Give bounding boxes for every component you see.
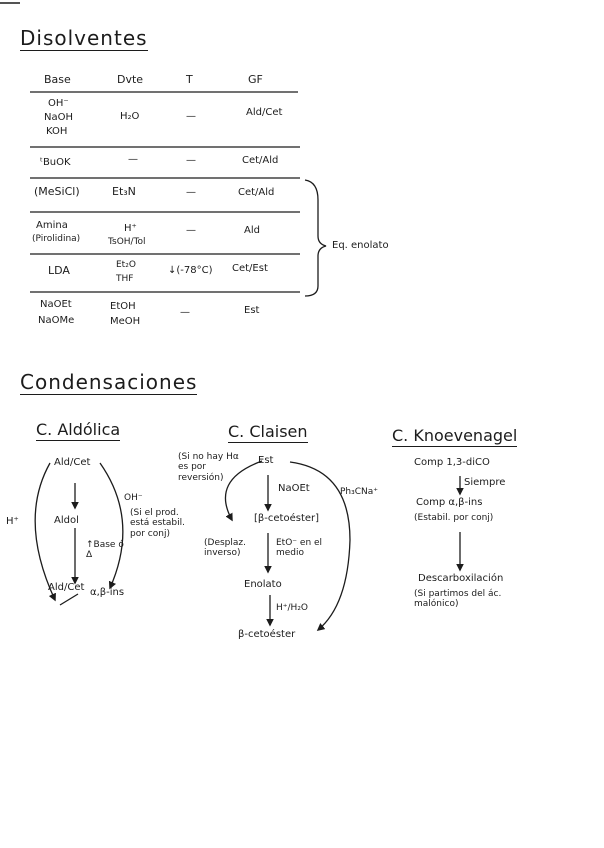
table-cell-base: NaOEt (40, 299, 72, 310)
table-cell-dvte: H⁺ (124, 223, 137, 234)
table-cell-base: NaOMe (38, 315, 75, 326)
table-cell-dvte: THF (116, 274, 134, 284)
aldolic-left-label: H⁺ (6, 516, 19, 527)
knoevenagel-mid-note: (Estabil. por conj) (414, 513, 494, 523)
table-cell-dvte: MeOH (110, 316, 141, 327)
table-cell-gf: Est (244, 305, 260, 316)
aldolic-start: Ald/Cet (54, 457, 91, 468)
enolate-brace (305, 180, 326, 296)
aldolic-mid-label: ↑Base ó Δ (86, 540, 124, 561)
knoevenagel-title: C. Knoevenagel (392, 426, 518, 445)
header-dvte: Dvte (117, 73, 144, 86)
table-cell-t: — (186, 187, 196, 198)
table-cell-base: (Pirolidina) (32, 234, 81, 244)
claisen-product: β-cetoéster (238, 629, 296, 640)
table-cell-dvte: EtOH (110, 301, 136, 312)
table-cell-base: KOH (46, 126, 68, 137)
claisen-eto-note: EtO⁻ en el medio (276, 538, 323, 559)
knoevenagel-end: Descarboxilación (418, 573, 504, 584)
table-cell-dvte: Et₂O (116, 260, 136, 270)
table-cell-base: Amina (36, 220, 68, 231)
claisen-title: C. Claisen (228, 422, 308, 441)
knoevenagel-end-note: (Si partimos del ác. malónico) (414, 589, 502, 610)
aldolic-title: C. Aldólica (36, 420, 121, 439)
claisen-step2-label: H⁺/H₂O (276, 603, 309, 613)
table-cell-t: — (186, 225, 196, 236)
claisen-left-note: (Si no hay Hα es por reversión) (178, 452, 239, 483)
table-cell-gf: Ald (244, 225, 260, 236)
table-cell-gf: Cet/Ald (238, 187, 275, 198)
enolate-label: Eq. enolato (332, 240, 389, 251)
table-cell-gf: Ald/Cet (246, 107, 283, 118)
claisen-step1-label: NaOEt (278, 483, 310, 494)
solvents-title: Disolventes (20, 26, 148, 50)
header-t: T (186, 73, 193, 86)
table-cell-dvte: Et₃N (112, 185, 136, 198)
claisen-enolate: Enolato (244, 579, 282, 590)
table-cell-base: NaOH (44, 112, 73, 123)
claisen-right-label: Ph₃CNa⁺ (340, 487, 379, 497)
table-cell-dvte: H₂O (120, 111, 140, 122)
aldolic-right-note: (Si el prod. está estabil. por conj) (130, 508, 185, 539)
table-cell-base: (MeSiCl) (34, 185, 80, 198)
table-cell-dvte: TsOH/Tol (108, 237, 146, 247)
claisen-start: Est (258, 455, 274, 466)
table-cell-base: ᵗBuOK (40, 157, 71, 168)
table-cell-t: — (186, 111, 196, 122)
table-cell-gf: Cet/Ald (242, 155, 279, 166)
header-gf: GF (248, 73, 263, 86)
knoevenagel-step1-label: Siempre (464, 477, 506, 488)
table-cell-t: ↓(-78°C) (168, 265, 213, 276)
header-base: Base (44, 73, 71, 86)
aldolic-mid: Aldol (54, 515, 79, 526)
claisen-intermediate: [β-cetoéster] (254, 513, 320, 524)
table-cell-t: — (180, 307, 190, 318)
claisen-displace-note: (Desplaz. inverso) (204, 538, 246, 559)
table-cell-base: LDA (48, 264, 70, 277)
condensations-title: Condensaciones (20, 370, 198, 394)
aldolic-end-left: Ald/Cet (48, 582, 85, 593)
aldolic-end-right: α,β-ins (90, 587, 125, 598)
knoevenagel-start: Comp 1,3-diCO (414, 457, 490, 468)
table-cell-base: OH⁻ (48, 98, 69, 109)
knoevenagel-mid: Comp α,β-ins (416, 497, 483, 508)
table-cell-dvte: — (128, 154, 138, 165)
table-cell-t: — (186, 155, 196, 166)
table-cell-gf: Cet/Est (232, 263, 268, 274)
aldolic-right-label: OH⁻ (124, 493, 143, 503)
